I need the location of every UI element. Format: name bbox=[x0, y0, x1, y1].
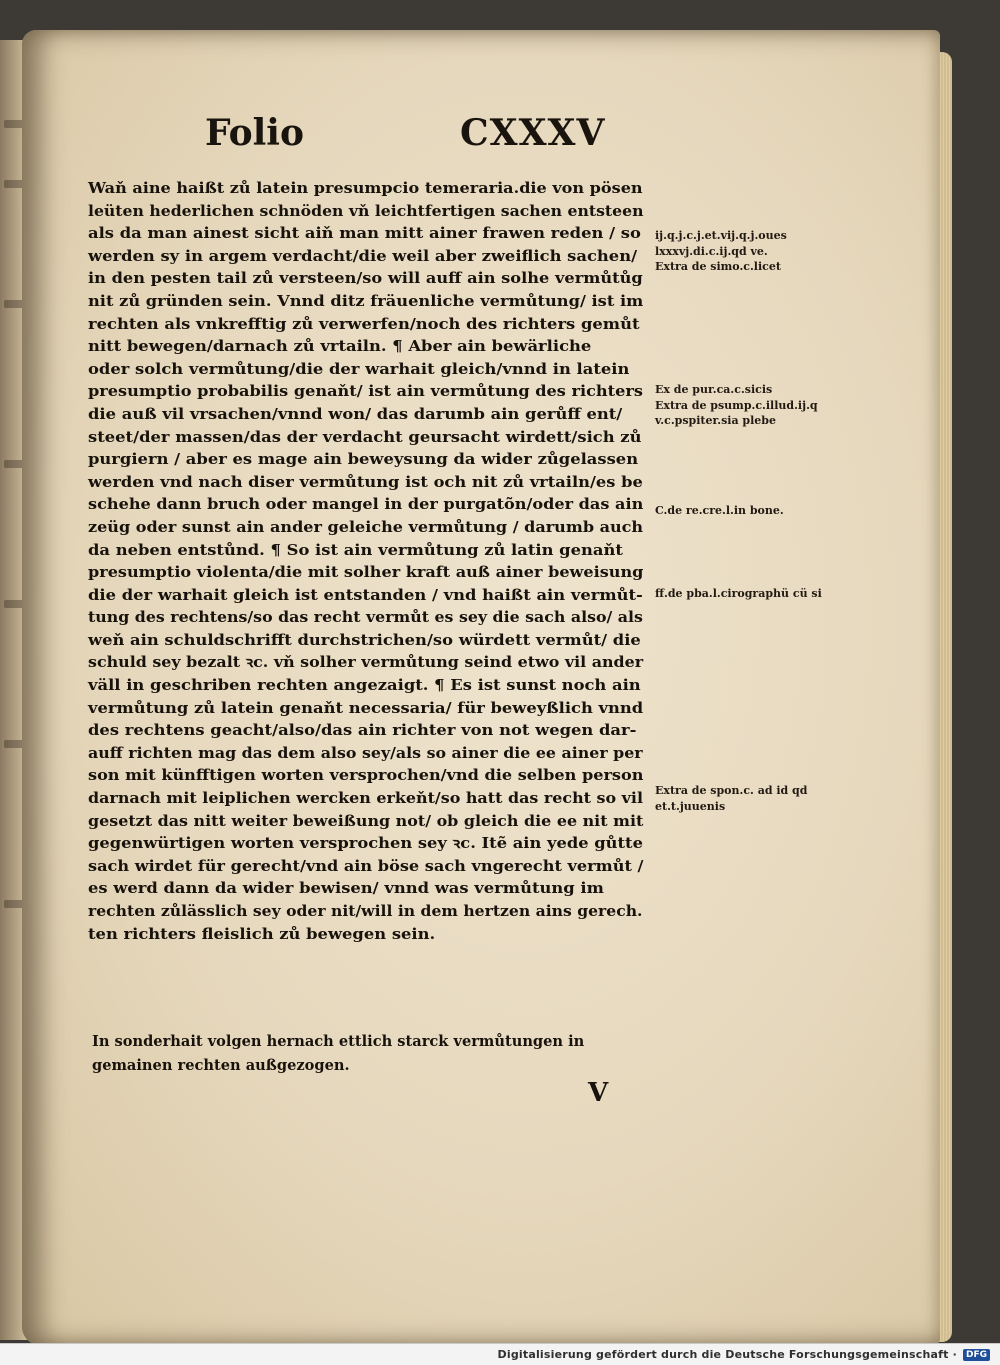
funding-credit: Digitalisierung gefördert durch die Deutsche Forschungsgemeinschaft · bbox=[497, 1348, 957, 1361]
folio-label: Folio bbox=[205, 112, 304, 154]
text-line: darnach mit leiplichen wercken erkeňt/so hatt das recht so vil bbox=[88, 790, 644, 808]
main-text-block bbox=[88, 178, 643, 946]
text-line: da neben entstůnd. ¶ So ist ain vermůtung zů latin genaňt bbox=[88, 541, 623, 559]
text-line: schehe dann bruch oder mangel in der purgatõn/oder das ain bbox=[88, 496, 644, 514]
text-line: tung des rechtens/so das recht vermůt es sey die sach also/ als bbox=[88, 609, 643, 627]
text-line: rechten als vnkrefftig zů verwerfen/noch des richters gemůt bbox=[88, 315, 640, 333]
text-line: oder solch vermůtung/die der warhait gleich/vnnd in latein bbox=[88, 360, 630, 378]
text-line: sach wirdet für gerecht/vnd ain böse sach vngerecht vermůt / bbox=[88, 857, 644, 875]
text-line: gegenwürtigen worten versprochen sey ꝛc. Itẽ ain yede gůtte bbox=[88, 835, 643, 853]
text-line: Waň aine haißt zů latein presumpcio temeraria.die von pösen bbox=[88, 180, 643, 197]
text-line: purgiern / aber es mage ain beweysung da wider zůgelassen bbox=[88, 451, 639, 469]
margin-note-line: Extra de simo.c.licet bbox=[655, 260, 781, 273]
dfg-logo: DFG bbox=[963, 1349, 990, 1361]
text-line: schuld sey bezalt ꝛc. vň solher vermůtung seind etwo vil ander bbox=[88, 654, 644, 672]
text-line: väll in geschriben rechten angezaigt. ¶ Es ist sunst noch ain bbox=[88, 677, 641, 695]
margin-note bbox=[655, 586, 845, 602]
text-line: leüten hederlichen schnöden vň leichtfertigen sachen entsteen bbox=[88, 202, 644, 220]
margin-note bbox=[655, 783, 845, 814]
text-line: es werd dann da wider bewisen/ vnnd was vermůtung im bbox=[88, 880, 604, 898]
signature-mark: V bbox=[588, 1078, 609, 1108]
margin-note-line: Ex de pur.ca.c.sicis bbox=[655, 383, 773, 396]
margin-note-line: v.c.pspiter.sia plebe bbox=[655, 414, 776, 427]
text-line: vermůtung zů latein genaňt necessaria/ für beweyßlich vnnd bbox=[88, 699, 644, 717]
margin-note-line: ff.de pba.l.cirographü cü si bbox=[655, 587, 822, 600]
text-line: presumptio probabilis genaňt/ ist ain vermůtung des richters bbox=[88, 383, 643, 401]
text-line: rechten zůlässlich sey oder nit/will in dem hertzen ains gerech. bbox=[88, 903, 643, 920]
text-line: die der warhait gleich ist entstanden / vnd haißt ain vermůt- bbox=[88, 586, 643, 604]
text-line: nitt bewegen/darnach zů vrtailn. ¶ Aber ain bewärliche bbox=[88, 338, 592, 356]
margin-note bbox=[655, 503, 845, 519]
text-line: steet/der massen/das der verdacht geursacht wirdett/sich zů bbox=[88, 428, 642, 446]
closing-line: In sonderhait volgen hernach ettlich starck vermůtungen in bbox=[92, 1033, 585, 1050]
margin-note bbox=[655, 228, 845, 275]
text-line: die auß vil vrsachen/vnnd won/ das darumb ain gerůff ent/ bbox=[88, 405, 623, 423]
text-line: des rechtens geacht/also/das ain richter von not wegen dar- bbox=[88, 722, 637, 740]
closing-paragraph bbox=[92, 1030, 652, 1078]
margin-note-line: et.t.juuenis bbox=[655, 799, 726, 813]
margin-note-line: ij.q.j.c.j.et.vij.q.j.oues bbox=[655, 229, 787, 242]
text-line: ten richters fleislich zů bewegen sein. bbox=[88, 925, 436, 943]
margin-note-line: Extra de psump.c.illud.ij.q bbox=[655, 398, 818, 412]
text-line: weň ain schuldschrifft durchstrichen/so würdett vermůt/ die bbox=[88, 631, 641, 649]
credit-bar bbox=[0, 1343, 1000, 1365]
text-line: auff richten mag das dem also sey/als so ainer die ee ainer per bbox=[88, 744, 643, 762]
text-line: nit zů gründen sein. Vnnd ditz fräuenliche vermůtung/ ist im bbox=[88, 292, 644, 310]
text-line: zeüg oder sunst ain ander geleiche vermůtung / darumb auch bbox=[88, 518, 644, 536]
text-line: presumptio violenta/die mit solher kraft auß ainer beweisung bbox=[88, 564, 644, 582]
folio-number: CXXXV bbox=[460, 112, 606, 154]
margin-note-line: Extra de spon.c. ad id qd bbox=[655, 784, 808, 797]
margin-note-line: lxxxvj.di.c.ij.qd ve. bbox=[655, 244, 768, 258]
text-line: gesetzt das nitt weiter beweißung not/ ob gleich die ee nit mit bbox=[88, 812, 644, 830]
text-line: son mit künfftigen worten versprochen/vnd die selben person bbox=[88, 767, 644, 785]
text-line: als da man ainest sicht aiň man mitt ainer frawen reden / so bbox=[88, 225, 641, 243]
closing-line: gemainen rechten außgezogen. bbox=[92, 1057, 350, 1074]
text-line: werden vnd nach diser vermůtung ist och nit zů vrtailn/es be bbox=[88, 473, 643, 491]
text-line: in den pesten tail zů versteen/so will auff ain solhe vermůtůg bbox=[88, 270, 643, 288]
margin-note bbox=[655, 382, 845, 429]
margin-note-line: C.de re.cre.l.in bone. bbox=[655, 504, 784, 517]
text-line: werden sy in argem verdacht/die weil aber zweiflich sachen/ bbox=[88, 247, 638, 265]
